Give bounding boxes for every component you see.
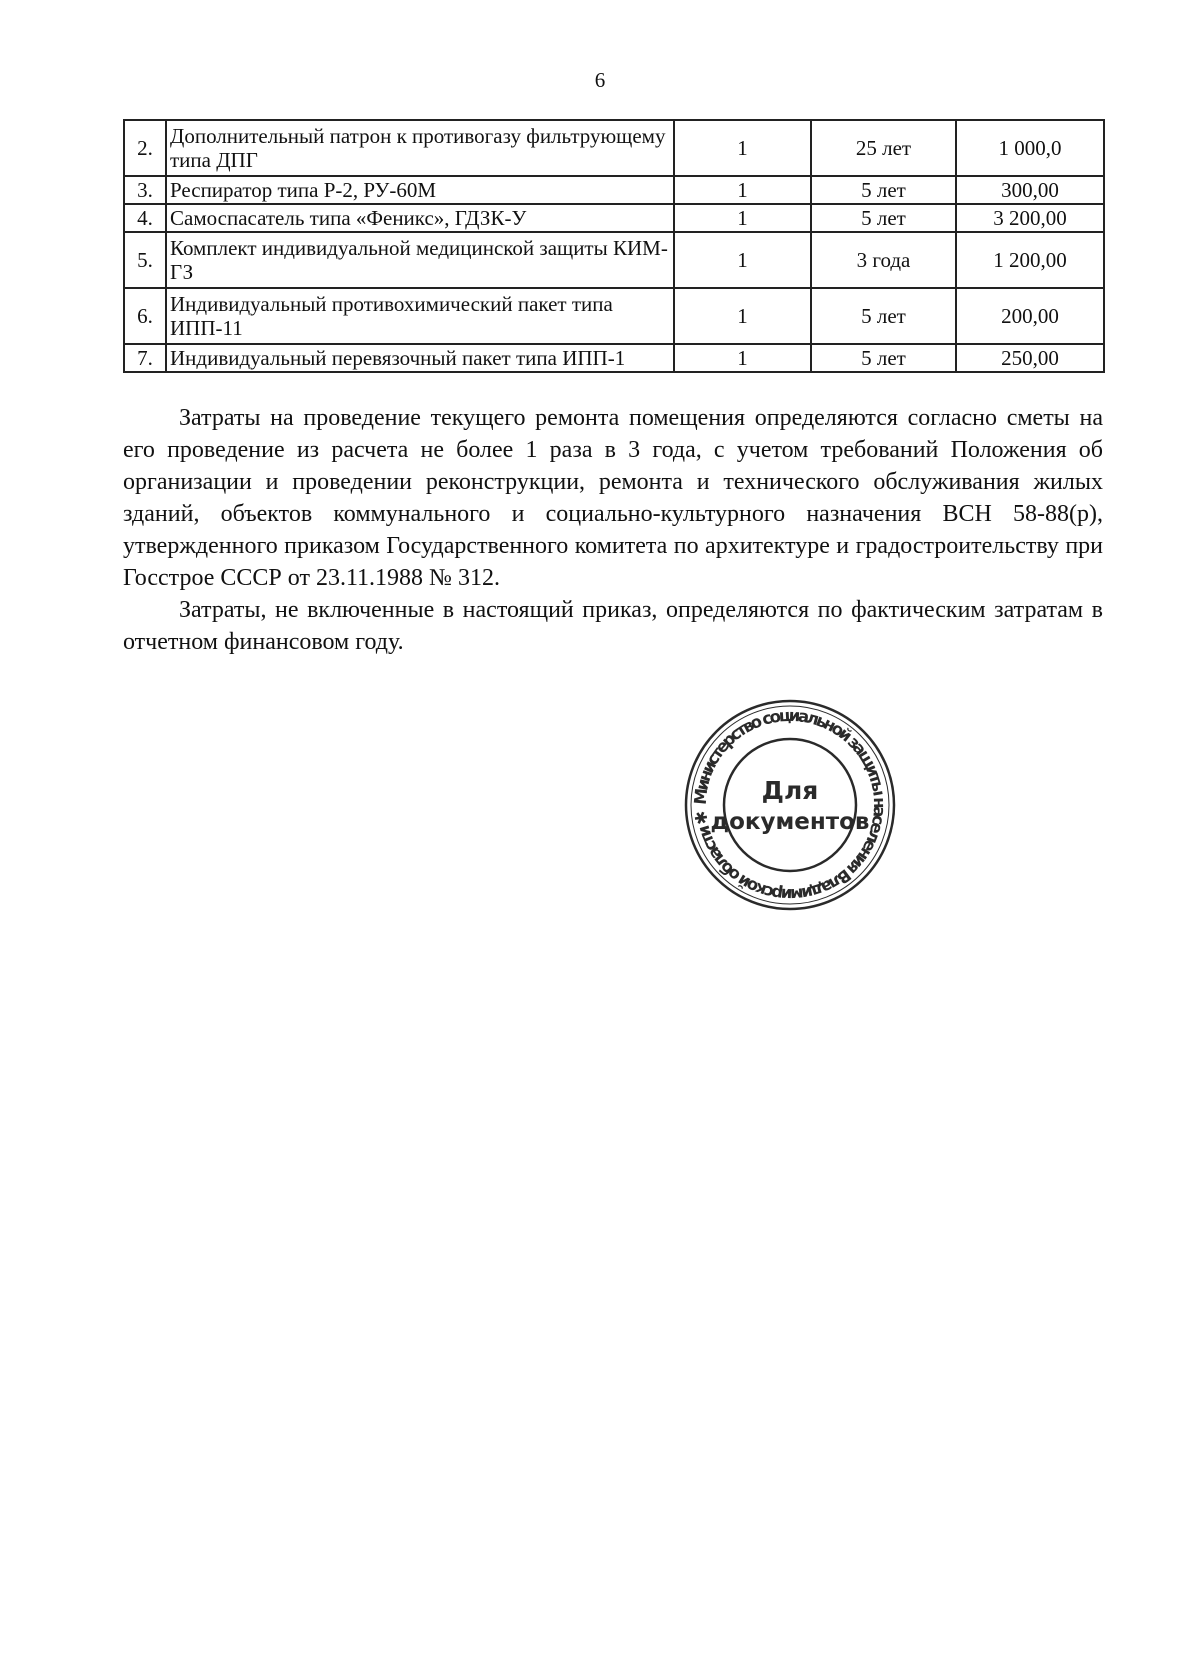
stamp-center-line1: Для xyxy=(761,776,819,805)
item-quantity: 1 xyxy=(674,120,811,176)
item-term: 5 лет xyxy=(811,204,956,232)
item-price: 1 200,00 xyxy=(956,232,1104,288)
row-number: 6. xyxy=(124,288,166,344)
item-quantity: 1 xyxy=(674,288,811,344)
item-name: Самоспасатель типа «Феникс», ГДЗК-У xyxy=(166,204,674,232)
item-quantity: 1 xyxy=(674,204,811,232)
item-term: 5 лет xyxy=(811,176,956,204)
table-row xyxy=(124,120,1104,176)
item-name: Индивидуальный перевязочный пакет типа ИПП-1 xyxy=(166,344,674,372)
item-term: 5 лет xyxy=(811,344,956,372)
paragraph-other-costs: Затраты, не включенные в настоящий приказ, определяются по фактическим затратам в отчетном финансовом году. xyxy=(123,597,1103,655)
item-term: 3 года xyxy=(811,232,956,288)
item-quantity: 1 xyxy=(674,344,811,372)
stamp-center-line2: документов xyxy=(710,809,870,835)
table-row xyxy=(124,232,1104,288)
row-number: 4. xyxy=(124,204,166,232)
item-price: 1 000,0 xyxy=(956,120,1104,176)
item-name: Респиратор типа Р-2, РУ-60М xyxy=(166,176,674,204)
item-quantity: 1 xyxy=(674,176,811,204)
paragraph-repair-costs: Затраты на проведение текущего ремонта помещения определяются согласно сметы на его проведение из расчета не более 1 раза в 3 года, с учетом требований Положения об организации и проведении реконструкции, ремонта и технического обслуживания жилых зданий, объектов коммунального и социально-культурного назначения ВСН 58-88(р), утвержденного приказом Государственного комитета по архитектуре и градостроительству при Госстрое СССР от 23.11.1988 № 312. xyxy=(123,405,1103,591)
item-name: Индивидуальный противохимический пакет типа ИПП-11 xyxy=(166,288,674,344)
row-number: 2. xyxy=(124,120,166,176)
item-name: Дополнительный патрон к противогазу фильтрующему типа ДПГ xyxy=(166,120,674,176)
stamp-outer-ring xyxy=(686,701,894,909)
table-row xyxy=(124,288,1104,344)
stamp-inner-ring xyxy=(724,739,856,871)
row-number: 7. xyxy=(124,344,166,372)
official-stamp xyxy=(680,695,900,915)
stamp-ring-text xyxy=(691,706,889,904)
item-quantity: 1 xyxy=(674,232,811,288)
stamp-ring-textpath: Министерство социальной защиты населения Владимирской области ✱ xyxy=(690,705,890,905)
table-row xyxy=(124,344,1104,372)
item-term: 25 лет xyxy=(811,120,956,176)
page-number: 6 xyxy=(594,68,606,92)
item-price: 300,00 xyxy=(956,176,1104,204)
item-price: 3 200,00 xyxy=(956,204,1104,232)
item-price: 250,00 xyxy=(956,344,1104,372)
row-number: 3. xyxy=(124,176,166,204)
table-row xyxy=(124,176,1104,204)
item-price: 200,00 xyxy=(956,288,1104,344)
row-number: 5. xyxy=(124,232,166,288)
table-row xyxy=(124,204,1104,232)
stamp-seal-icon xyxy=(680,695,900,915)
items-table xyxy=(123,119,1105,373)
item-term: 5 лет xyxy=(811,288,956,344)
body-text xyxy=(123,402,1103,658)
item-name: Комплект индивидуальной медицинской защиты КИМ-ГЗ xyxy=(166,232,674,288)
